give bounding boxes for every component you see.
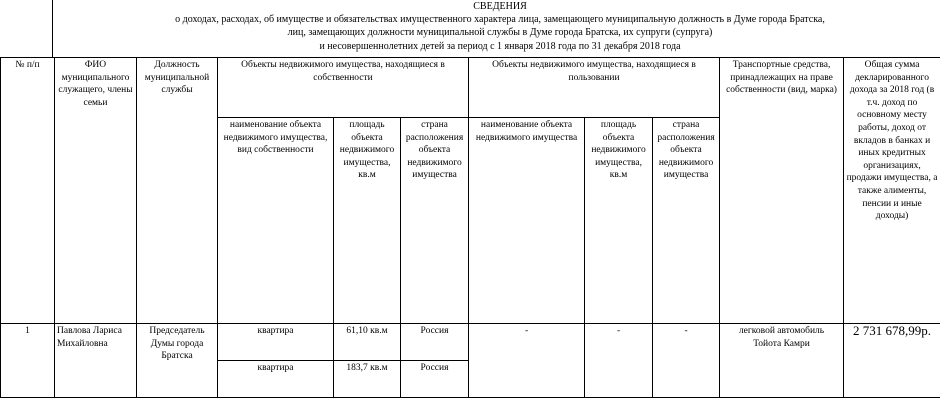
header-used-country: страна расположения объекта недвижимого имущества [653, 118, 720, 324]
title-heading: СВЕДЕНИЯ [473, 1, 527, 12]
owned-name-cell: квартира [218, 361, 334, 398]
declaration-table [0, 57, 940, 398]
row-num: 1 [1, 324, 55, 398]
used-name-cell: - [469, 324, 585, 398]
header-position: Должность муниципальной службы [137, 58, 218, 324]
header-owned-group: Объекты недвижимого имущества, находящиеся в собственности [218, 58, 469, 118]
transport-model: Тойота Камри [753, 338, 810, 349]
header-owned-name: наименование объекта недвижимого имущества, вид собственности [218, 118, 334, 324]
owned-country-cell: Россия [401, 361, 469, 398]
transport-type: легковой автомобиль [738, 326, 825, 336]
header-owned-country: страна расположения объекта недвижимого имущества [401, 118, 469, 324]
title-block [0, 0, 940, 58]
corner-cell [0, 0, 53, 58]
header-used-name: наименование объекта недвижимого имущества [469, 118, 585, 324]
header-num: № п/п [1, 58, 55, 324]
title-text [60, 0, 940, 53]
title-line-2: лиц, замещающих должности муниципальной службы в Думе города Братска, их супруги (супруга) [287, 27, 713, 39]
header-owned-area: площадь объекта недвижимого имущества, кв.м [334, 118, 401, 324]
used-area-cell: - [585, 324, 653, 398]
owned-area-cell: 183,7 кв.м [334, 361, 401, 398]
header-row-1 [1, 58, 940, 118]
header-used-group: Объекты недвижимого имущества, находящиеся в пользовании [469, 58, 720, 118]
header-transport: Транспортные средства, принадлежащих на праве собственности (вид, марка) [720, 58, 844, 324]
row-position: Председатель Думы города Братска [137, 324, 218, 398]
header-fio: ФИО муниципального служащего, члены семьи [55, 58, 137, 324]
transport-cell [720, 324, 844, 398]
income-cell: 2 731 678,99р. [844, 324, 940, 398]
owned-area-cell: 61,10 кв.м [334, 324, 401, 361]
title-line-3: и несовершеннолетних детей за период с 1 января 2018 года по 31 декабря 2018 года [319, 40, 681, 52]
title-line-1: о доходах, расходах, об имуществе и обязательствах имущественного характера лица, замещающего муниципальную должность в Думе города Братска, [175, 14, 825, 26]
header-used-area: площадь объекта недвижимого имущества, кв.м [585, 118, 653, 324]
header-income: Общая сумма декларированного дохода за 2018 год (в т.ч. доход по основному месту работы, доход от вкладов в банках и иных кредитных организациях, продажи имущества, а также алименты, пенсии и иные доходы) [844, 58, 940, 324]
used-country-cell: - [653, 324, 720, 398]
owned-country-cell: Россия [401, 324, 469, 361]
owned-name-cell: квартира [218, 324, 334, 361]
table-row [1, 324, 940, 361]
row-fio: Павлова Лариса Михайловна [55, 324, 137, 398]
